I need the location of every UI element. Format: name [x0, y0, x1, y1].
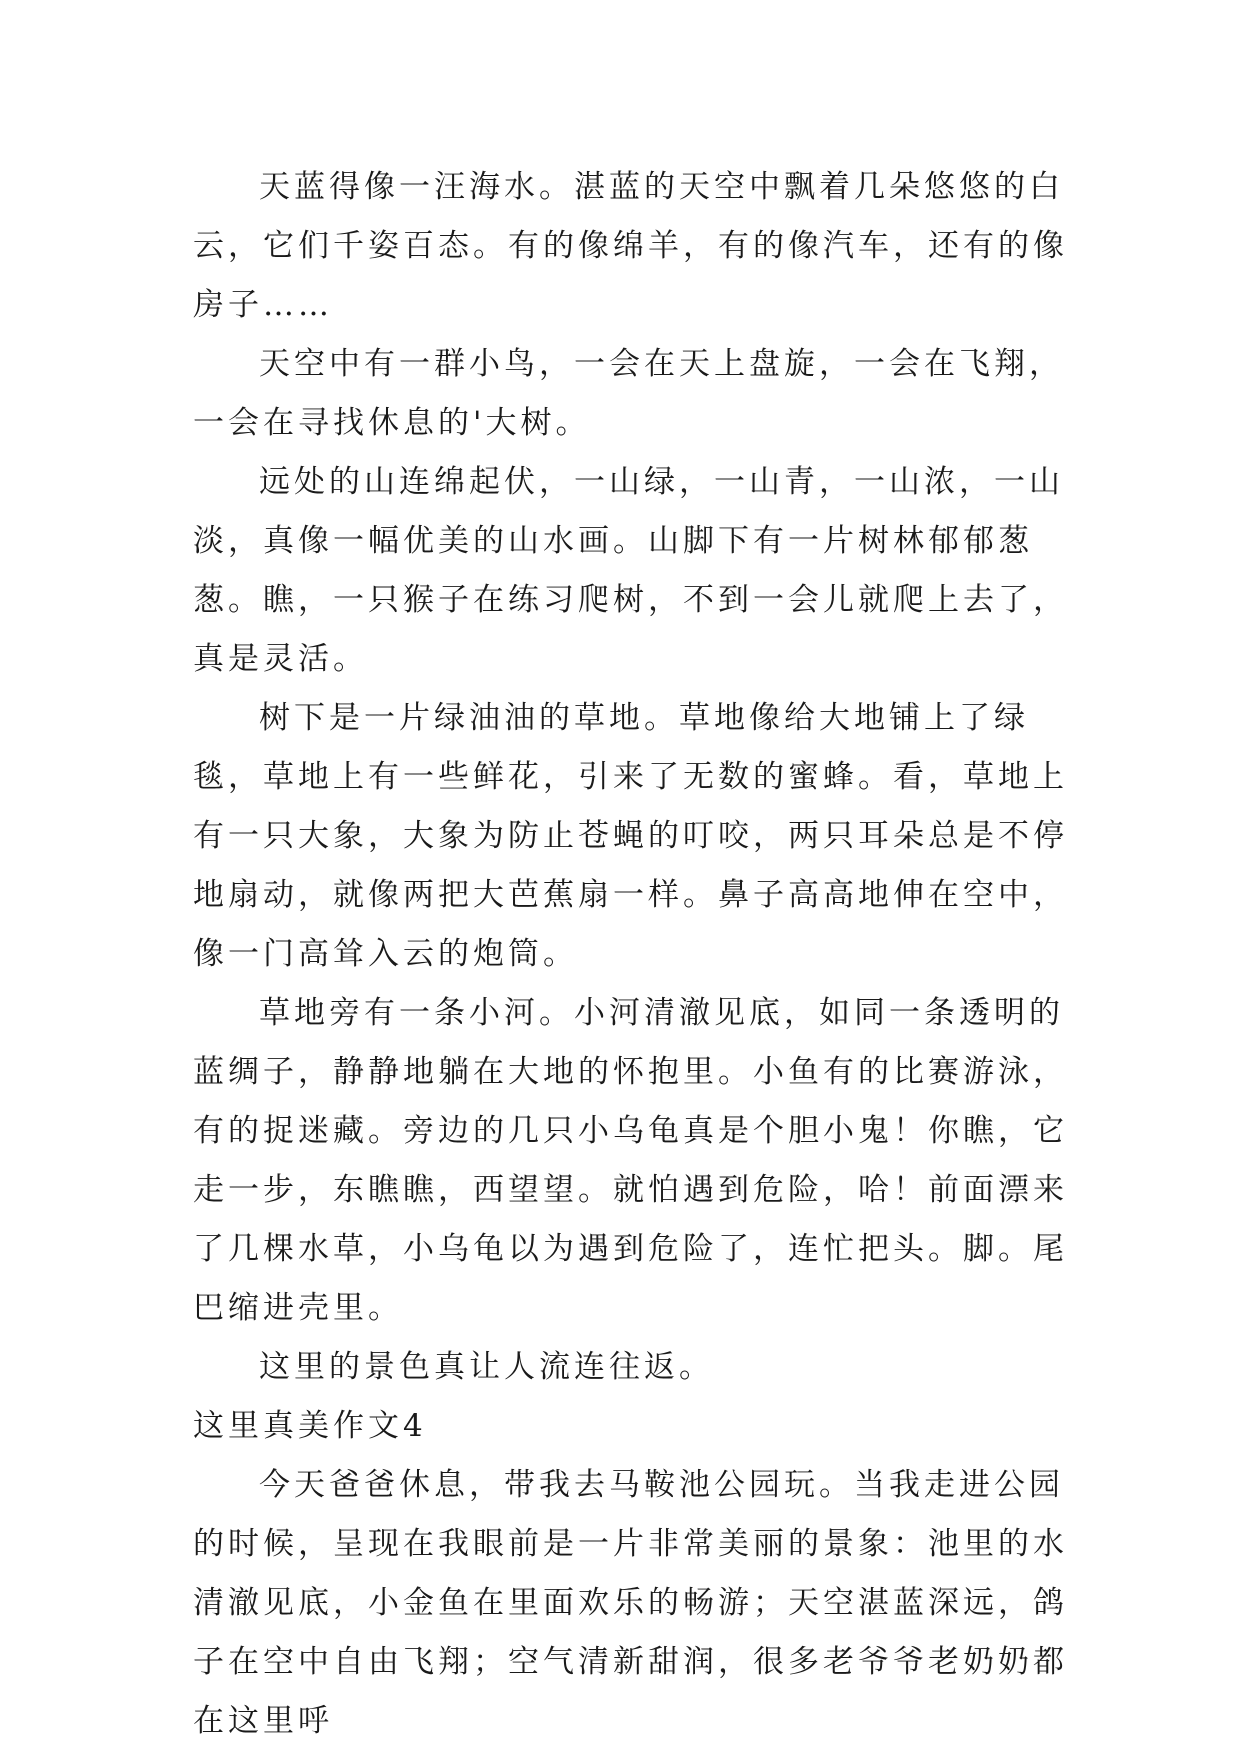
paragraph-birds: 天空中有一群小鸟，一会在天上盘旋，一会在飞翔，一会在寻找休息的'大树。	[193, 346, 1064, 441]
paragraph-park: 今天爸爸休息，带我去马鞍池公园玩。当我走进公园的时候，呈现在我眼前是一片非常美丽的景象：池里的水清澈见底，小金鱼在里面欢乐的畅游；天空湛蓝深远，鸽子在空中自由飞翔；空气清新甜润，很多老爷爷老奶奶都在这里呼	[193, 1467, 1068, 1739]
paragraph-mountains: 远处的山连绵起伏，一山绿，一山青，一山浓，一山淡，真像一幅优美的山水画。山脚下有一片树林郁郁葱葱。瞧，一只猴子在练习爬树，不到一会儿就爬上去了，真是灵活。	[193, 464, 1068, 677]
paragraph-river: 草地旁有一条小河。小河清澈见底，如同一条透明的蓝绸子，静静地躺在大地的怀抱里。小鱼有的比赛游泳，有的捉迷藏。旁边的几只小乌龟真是个胆小鬼！你瞧，它走一步，东瞧瞧，西望望。就怕遇到危险，哈！前面漂来了几棵水草，小乌龟以为遇到危险了，连忙把头。脚。尾巴缩进壳里。	[193, 995, 1068, 1326]
paragraph-closing: 这里的景色真让人流连往返。	[259, 1349, 714, 1385]
paragraph-sky: 天蓝得像一汪海水。湛蓝的天空中飘着几朵悠悠的白云，它们千姿百态。有的像绵羊，有的像汽车，还有的像房子……	[193, 169, 1068, 323]
paragraph-grassland: 树下是一片绿油油的草地。草地像给大地铺上了绿毯，草地上有一些鲜花，引来了无数的蜜蜂。看，草地上有一只大象，大象为防止苍蝇的叮咬，两只耳朵总是不停地扇动，就像两把大芭蕉扇一样。鼻子高高地伸在空中，像一门高耸入云的炮筒。	[193, 700, 1068, 972]
document-body	[193, 158, 1083, 1751]
essay-heading: 这里真美作文4	[193, 1408, 427, 1444]
